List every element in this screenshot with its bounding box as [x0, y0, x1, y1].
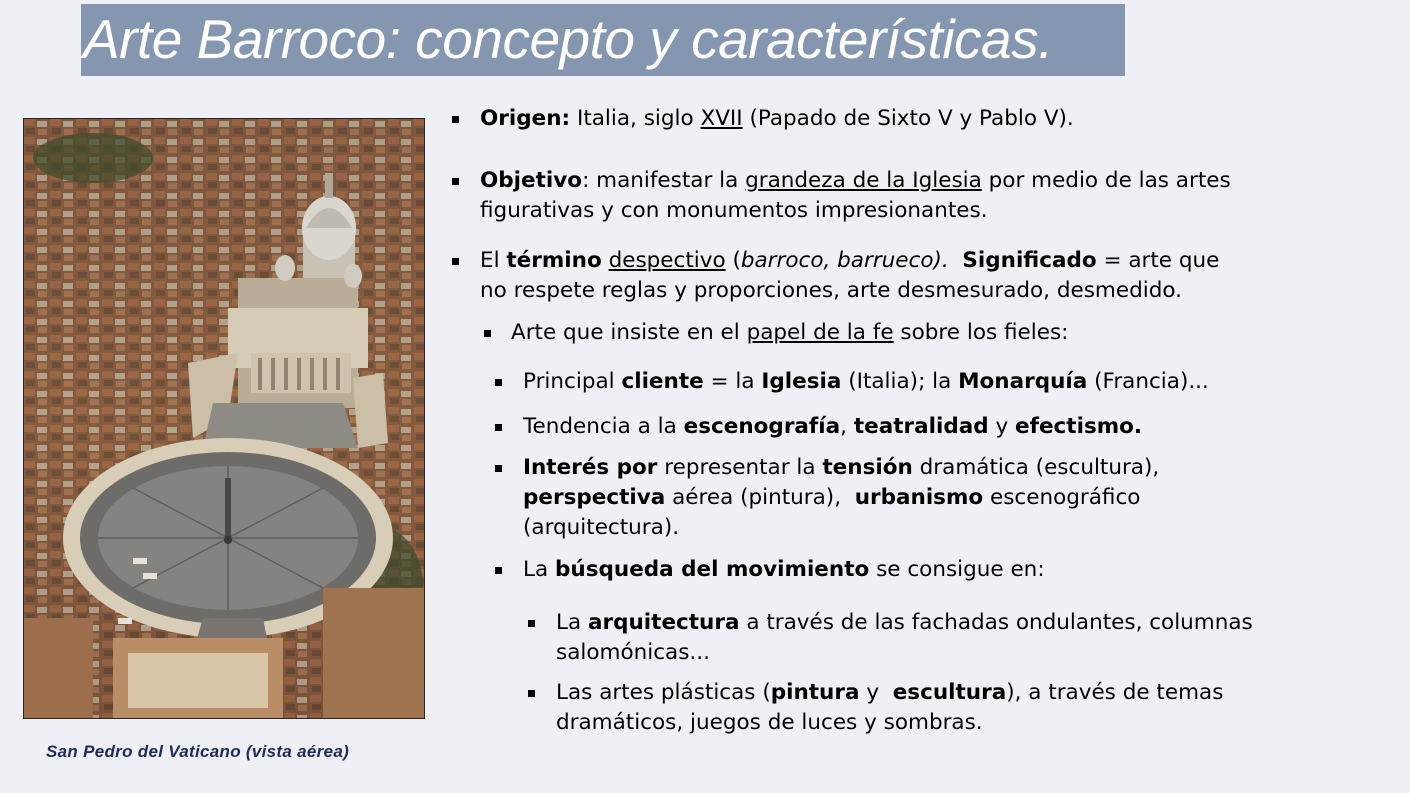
- bullet-text: Tendencia a la escenografía, teatralidad y efectismo.: [523, 414, 1143, 439]
- bullet-text: La arquitectura a través de las fachadas ondulantes, columnas: [556, 610, 1253, 635]
- bullet-marker: [452, 166, 459, 185]
- bullet-text-line3: (arquitectura).: [523, 515, 680, 540]
- bullet-marker: [528, 678, 535, 697]
- bullet-text: Arte que insiste en el papel de la fe sobre los fieles:: [511, 320, 1069, 345]
- bullet-marker: [495, 367, 502, 386]
- bullet-text-line2: dramáticos, juegos de luces y sombras.: [556, 710, 983, 735]
- vatican-aerial-photo: [23, 118, 425, 719]
- bullet-marker: [528, 608, 535, 627]
- bullet-text-line2: no respete reglas y proporciones, arte desmesurado, desmedido.: [480, 278, 1182, 303]
- bullet-text-line2: perspectiva aérea (pintura), urbanismo escenográfico: [523, 485, 1141, 510]
- bullet-marker: [495, 555, 502, 574]
- bullet-text: Las artes plásticas (pintura y escultura), a través de temas: [556, 680, 1224, 705]
- bullet-text: Objetivo: manifestar la grandeza de la Iglesia por medio de las artes: [480, 168, 1231, 193]
- bullet-text-line2: figurativas y con monumentos impresionantes.: [480, 198, 988, 223]
- bullet-text: Origen: Italia, siglo XVII (Papado de Sixto V y Pablo V).: [480, 106, 1074, 131]
- slide-title: Arte Barroco: concepto y características.: [83, 8, 1053, 70]
- bullet-text: La búsqueda del movimiento se consigue en:: [523, 557, 1045, 582]
- bullet-text: El término despectivo (barroco, barrueco). Significado = arte que: [480, 248, 1220, 273]
- bullet-text: Principal cliente = la Iglesia (Italia); la Monarquía (Francia)...: [523, 369, 1209, 394]
- bullet-text: Interés por representar la tensión dramática (escultura),: [523, 455, 1160, 480]
- title-banner: [81, 4, 1125, 76]
- bullet-marker: [495, 412, 502, 431]
- photo-caption: San Pedro del Vaticano (vista aérea): [46, 742, 350, 761]
- bullet-marker: [452, 246, 459, 265]
- bullet-text-line2: salomónicas...: [556, 640, 710, 665]
- bullet-marker: [484, 318, 491, 337]
- bullet-marker: [452, 104, 459, 123]
- bullet-marker: [495, 453, 502, 472]
